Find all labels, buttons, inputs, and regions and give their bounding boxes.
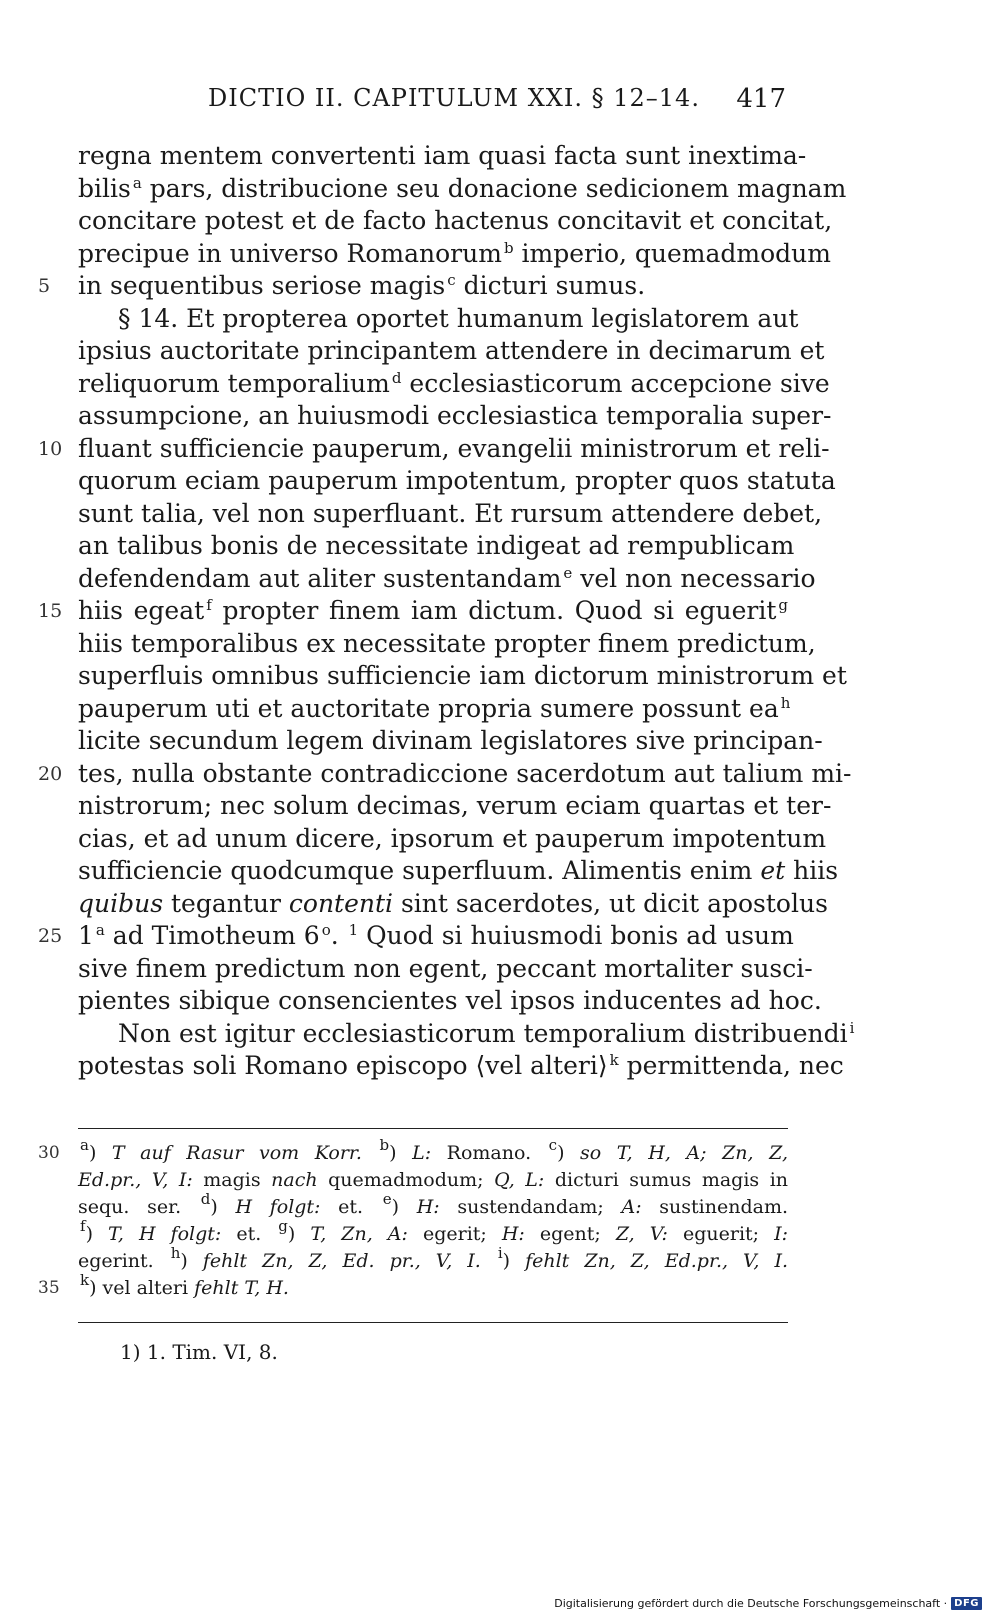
text-run: sustinendam. bbox=[641, 1196, 789, 1218]
italic-text: fehlt T, H. bbox=[194, 1277, 289, 1299]
line-number: 15 bbox=[38, 600, 63, 622]
text-run: quemadmodum; bbox=[317, 1169, 495, 1191]
italic-text: H: bbox=[416, 1196, 440, 1218]
text-line bbox=[78, 725, 823, 758]
apparatus-line bbox=[78, 1190, 789, 1221]
text-run: sint sacerdotes, ut dicit apostolus bbox=[393, 888, 828, 918]
text-run: pauperum uti et auctoritate propria sumere possunt ea bbox=[78, 693, 779, 723]
text-run: ) bbox=[502, 1250, 526, 1272]
line-number: 25 bbox=[38, 925, 63, 947]
text-run: ) bbox=[85, 1223, 109, 1245]
text-run: sufficiencie quodcumque superfluum. Alimentis enim bbox=[78, 856, 761, 885]
text-run: fluant sufficiencie pauperum, evangelii ministrorum et reli- bbox=[78, 433, 830, 463]
text-run: egent; bbox=[524, 1223, 616, 1245]
italic-text: T, Zn, A: bbox=[310, 1223, 408, 1245]
italic-text: Z, V: bbox=[615, 1223, 668, 1245]
text-run: et. bbox=[221, 1223, 277, 1245]
text-run: sustendandam; bbox=[439, 1196, 622, 1218]
text-line bbox=[38, 758, 852, 791]
text-run: precipue in universo Romanorum bbox=[78, 238, 502, 268]
text-run: ipsius auctoritate principantem attendere in decimarum et bbox=[78, 336, 825, 365]
text-line bbox=[78, 823, 827, 856]
text-run: 1 bbox=[78, 921, 94, 950]
apparatus-line bbox=[78, 1167, 788, 1194]
footnote-marker: b bbox=[379, 1136, 390, 1154]
footnote-marker: a bbox=[95, 921, 105, 939]
italic-text: fehlt Zn, Z, Ed.pr., V, I. bbox=[525, 1250, 789, 1272]
line-number: 35 bbox=[38, 1278, 60, 1298]
italic-text: T auf Rasur vom Korr. bbox=[111, 1142, 362, 1164]
footnote-marker: f bbox=[206, 596, 212, 614]
text-run: an talibus bonis de necessitate indigeat ad rempublicam bbox=[78, 531, 795, 560]
text-run: licite secundum legem divinam legislatores sive principan- bbox=[78, 726, 823, 755]
footnote-marker: e bbox=[563, 563, 573, 582]
critical-apparatus bbox=[38, 1136, 789, 1302]
text-run: propter finem iam dictum. Quod si eguerit bbox=[211, 596, 777, 625]
text-line bbox=[78, 693, 791, 726]
footnote-marker: o bbox=[321, 921, 331, 939]
text-run: ad Timotheum 6 bbox=[104, 921, 320, 950]
text-run: egerit; bbox=[407, 1223, 502, 1245]
footnote-marker: a bbox=[132, 173, 142, 192]
text-run: sequ. ser. bbox=[78, 1196, 199, 1218]
text-run: ) bbox=[287, 1223, 311, 1245]
apparatus-line bbox=[78, 1217, 789, 1248]
italic-text: H folgt: bbox=[235, 1196, 321, 1218]
text-run bbox=[481, 1250, 496, 1272]
text-run: nistrorum; nec solum decimas, verum eciam quartas et ter- bbox=[78, 791, 832, 820]
text-run: quorum eciam pauperum impotentum, propter quos statuta bbox=[78, 466, 836, 495]
footnote-marker: b bbox=[503, 238, 514, 257]
footnote-marker: h bbox=[780, 693, 791, 712]
apparatus-line bbox=[38, 1271, 788, 1302]
apparatus-line bbox=[38, 1136, 789, 1167]
text-line bbox=[78, 985, 822, 1018]
text-line bbox=[78, 173, 847, 206]
text-run: hiis bbox=[785, 856, 839, 885]
text-line bbox=[78, 335, 825, 368]
page-number: 417 bbox=[736, 84, 786, 114]
text-run: ) bbox=[391, 1196, 417, 1218]
italic-text: T, H folgt: bbox=[108, 1223, 222, 1245]
footnote-marker: i bbox=[849, 1018, 855, 1037]
text-run: pars, distribucione seu donacione sedicionem magnam bbox=[141, 173, 847, 203]
text-run: egerint. bbox=[78, 1250, 169, 1272]
footnote-marker: a bbox=[80, 1136, 89, 1154]
line-number: 5 bbox=[38, 275, 51, 297]
text-run: Non est igitur ecclesiasticorum temporalium distribuendi bbox=[118, 1018, 848, 1048]
footnote-marker: k bbox=[609, 1051, 619, 1069]
main-text bbox=[38, 140, 855, 1083]
italic-text: quibus bbox=[78, 888, 164, 918]
text-run: cias, et ad unum dicere, ipsorum et pauperum impotentum bbox=[78, 823, 827, 853]
text-run: assumpcione, an huiusmodi ecclesiastica temporalia super- bbox=[78, 401, 832, 430]
text-run: pientes sibique consencientes vel ipsos inducentes ad hoc. bbox=[78, 986, 822, 1015]
text-line bbox=[78, 563, 816, 596]
text-run: reliquorum temporalium bbox=[78, 368, 390, 398]
footnote-marker: c bbox=[548, 1136, 558, 1154]
text-run: concitare potest et de facto hactenus concitavit et concitat, bbox=[78, 206, 833, 235]
text-line bbox=[38, 270, 788, 303]
text-run: dicturi sumus. bbox=[455, 271, 646, 300]
text-line bbox=[78, 660, 847, 693]
text-line bbox=[78, 888, 828, 921]
footnote-marker: g bbox=[778, 596, 788, 614]
text-run: Quod si huiusmodi bonis ad usum bbox=[358, 921, 794, 950]
text-line bbox=[78, 790, 832, 823]
text-run: regna mentem convertenti iam quasi facta sunt inextima- bbox=[78, 141, 807, 170]
text-run: . bbox=[330, 921, 347, 950]
text-run: ) bbox=[557, 1142, 581, 1164]
credit-text: Digitalisierung gefördert durch die Deutsche Forschungsgemeinschaft · bbox=[554, 1596, 948, 1610]
line-number: 20 bbox=[38, 762, 63, 785]
text-line bbox=[78, 1050, 844, 1083]
footnote-marker: c bbox=[447, 271, 456, 289]
text-line bbox=[78, 238, 831, 271]
apparatus-line bbox=[78, 1244, 789, 1275]
footnote-marker: d bbox=[200, 1190, 211, 1208]
italic-text: I: bbox=[774, 1223, 789, 1245]
text-run: in sequentibus seriose magis bbox=[78, 271, 446, 300]
text-line bbox=[78, 498, 823, 531]
text-run: ) vel alteri bbox=[89, 1277, 195, 1299]
footnote-marker: k bbox=[80, 1271, 90, 1289]
footnote-marker: g bbox=[278, 1217, 288, 1235]
italic-text: A: bbox=[621, 1196, 642, 1218]
text-run: ) bbox=[210, 1196, 236, 1218]
digitization-credit bbox=[554, 1594, 982, 1612]
text-run: imperio, quemadmodum bbox=[513, 238, 831, 268]
text-run: magis bbox=[192, 1169, 272, 1191]
source-notes-divider bbox=[78, 1322, 788, 1323]
text-line bbox=[78, 530, 795, 563]
text-run: vel non necessario bbox=[572, 563, 816, 593]
dfg-logo: DFG bbox=[951, 1597, 982, 1610]
footnote-marker: h bbox=[170, 1244, 181, 1262]
text-line bbox=[78, 303, 799, 336]
line-number: 30 bbox=[38, 1143, 60, 1163]
running-head: DICTIO II. CAPITULUM XXI. § 12–14. bbox=[208, 84, 700, 112]
apparatus-divider bbox=[78, 1128, 788, 1129]
text-run: hiis temporalibus ex necessitate propter finem predictum, bbox=[78, 628, 816, 658]
text-run: dicturi sumus magis in bbox=[544, 1169, 789, 1191]
text-run: sive finem predictum non egent, peccant mortaliter susci- bbox=[78, 953, 813, 983]
footnote-marker: 1 bbox=[348, 921, 359, 939]
text-line bbox=[78, 400, 832, 433]
italic-text: so T, H, A; Zn, Z, bbox=[580, 1142, 789, 1164]
text-run: potestas soli Romano episcopo ⟨vel alteri⟩ bbox=[78, 1051, 608, 1080]
text-run: tes, nulla obstante contradiccione sacerdotum aut talium mi- bbox=[78, 758, 852, 788]
text-run: hiis egeat bbox=[78, 596, 205, 625]
text-run: et. bbox=[320, 1196, 381, 1218]
text-line bbox=[78, 953, 813, 986]
text-run bbox=[362, 1142, 378, 1164]
footnote-marker: d bbox=[391, 368, 402, 387]
text-run: ) bbox=[180, 1250, 203, 1272]
text-line bbox=[38, 595, 788, 628]
italic-text: contenti bbox=[288, 888, 394, 918]
text-run: ) bbox=[88, 1142, 112, 1164]
text-run: Romano. bbox=[431, 1142, 547, 1164]
text-run: tegantur bbox=[163, 888, 289, 918]
italic-text: L: bbox=[412, 1142, 432, 1164]
text-line bbox=[78, 855, 839, 888]
page-header bbox=[78, 84, 786, 120]
text-line bbox=[78, 1018, 855, 1051]
italic-text: Q, L: bbox=[494, 1169, 545, 1191]
text-run: superfluis omnibus sufficiencie iam dictorum ministrorum et bbox=[78, 661, 847, 690]
italic-text: nach bbox=[271, 1169, 318, 1191]
line-number: 10 bbox=[38, 437, 63, 460]
text-line bbox=[78, 628, 816, 661]
footnote-marker: f bbox=[80, 1217, 86, 1235]
italic-text: et bbox=[760, 856, 786, 885]
text-line bbox=[38, 433, 830, 466]
italic-text: H: bbox=[501, 1223, 525, 1245]
footnote-marker: e bbox=[382, 1190, 392, 1208]
text-line bbox=[78, 205, 833, 238]
text-run: eguerit; bbox=[667, 1223, 775, 1245]
text-run: bilis bbox=[78, 173, 131, 203]
text-line bbox=[38, 920, 794, 953]
source-note: 1) 1. Tim. VI, 8. bbox=[120, 1340, 278, 1364]
italic-text: Ed.pr., V, I: bbox=[78, 1169, 193, 1191]
text-run: permittenda, nec bbox=[618, 1051, 844, 1080]
italic-text: fehlt Zn, Z, Ed. pr., V, I. bbox=[202, 1250, 481, 1272]
text-line bbox=[78, 368, 830, 401]
text-run: ) bbox=[389, 1142, 413, 1164]
text-run: defendendam aut aliter sustentandam bbox=[78, 563, 562, 593]
text-line bbox=[78, 465, 836, 498]
text-line bbox=[78, 140, 807, 173]
text-run: ecclesiasticorum accepcione sive bbox=[401, 368, 830, 398]
text-run: sunt talia, vel non superfluant. Et rursum attendere debet, bbox=[78, 498, 823, 528]
text-run: § 14. Et propterea oportet humanum legislatorem aut bbox=[118, 303, 799, 333]
footnote-marker: i bbox=[497, 1244, 503, 1262]
